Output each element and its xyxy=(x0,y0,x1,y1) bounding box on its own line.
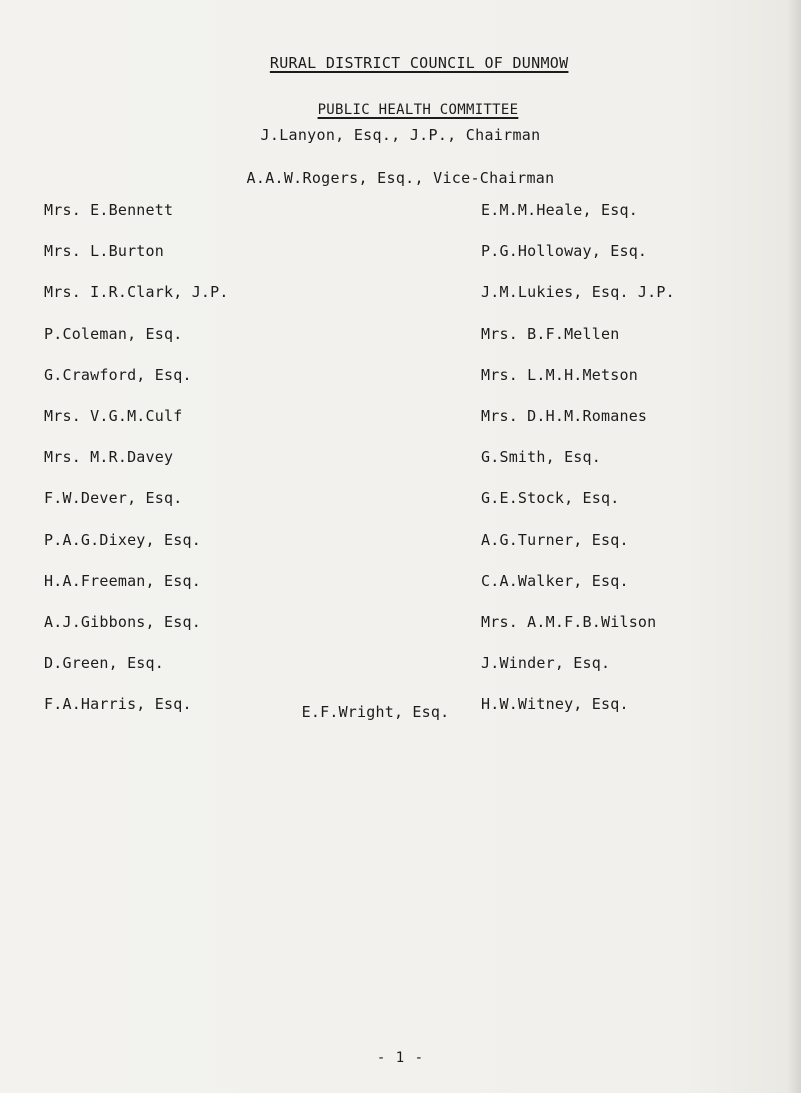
member-name: Mrs. M.R.Davey xyxy=(44,448,174,467)
member-name: P.G.Holloway, Esq. xyxy=(481,242,648,261)
member-name: E.M.M.Heale, Esq. xyxy=(481,201,638,219)
member-name: G.Crawford, Esq. xyxy=(44,365,192,384)
last-member-name: E.F.Wright, Esq. xyxy=(301,703,450,721)
council-title xyxy=(0,36,801,90)
council-title-text: RURAL DISTRICT COUNCIL OF DUNMOW xyxy=(269,54,569,72)
members-list-left xyxy=(44,200,374,735)
member-name: Mrs. L.M.H.Metson xyxy=(481,365,638,384)
member-name: F.W.Dever, Esq. xyxy=(44,489,183,508)
member-name: A.J.Gibbons, Esq. xyxy=(44,612,201,631)
member-name: Mrs. A.M.F.B.Wilson xyxy=(481,612,657,631)
vice-chairman-line: A.A.W.Rogers, Esq., Vice-Chairman xyxy=(246,169,555,187)
member-name: G.E.Stock, Esq. xyxy=(481,489,620,508)
page-number: - 1 - xyxy=(376,1050,425,1066)
member-name: Mrs. I.R.Clark, J.P. xyxy=(44,283,229,302)
member-name: Mrs. V.G.M.Culf xyxy=(44,406,183,425)
member-name: P.Coleman, Esq. xyxy=(44,324,183,343)
member-name: Mrs. E.Bennett xyxy=(44,201,174,219)
member-name: H.A.Freeman, Esq. xyxy=(44,571,201,590)
member-name: A.G.Turner, Esq. xyxy=(481,530,629,549)
member-name: C.A.Walker, Esq. xyxy=(481,571,629,590)
member-name: J.Winder, Esq. xyxy=(481,654,611,673)
member-name: P.A.G.Dixey, Esq. xyxy=(44,530,201,549)
member-name: D.Green, Esq. xyxy=(44,654,164,673)
chairman-line: J.Lanyon, Esq., J.P., Chairman xyxy=(260,126,541,144)
members-list-right xyxy=(481,200,791,735)
member-name: G.Smith, Esq. xyxy=(481,448,601,467)
member-name: J.M.Lukies, Esq. J.P. xyxy=(481,283,675,302)
member-name: Mrs. B.F.Mellen xyxy=(481,324,620,343)
member-name: F.A.Harris, Esq. xyxy=(44,695,192,714)
member-name: Mrs. D.H.M.Romanes xyxy=(481,406,648,425)
member-name: Mrs. L.Burton xyxy=(44,242,164,261)
committee-title-text: PUBLIC HEALTH COMMITTEE xyxy=(317,102,519,118)
member-name: H.W.Witney, Esq. xyxy=(481,695,629,714)
